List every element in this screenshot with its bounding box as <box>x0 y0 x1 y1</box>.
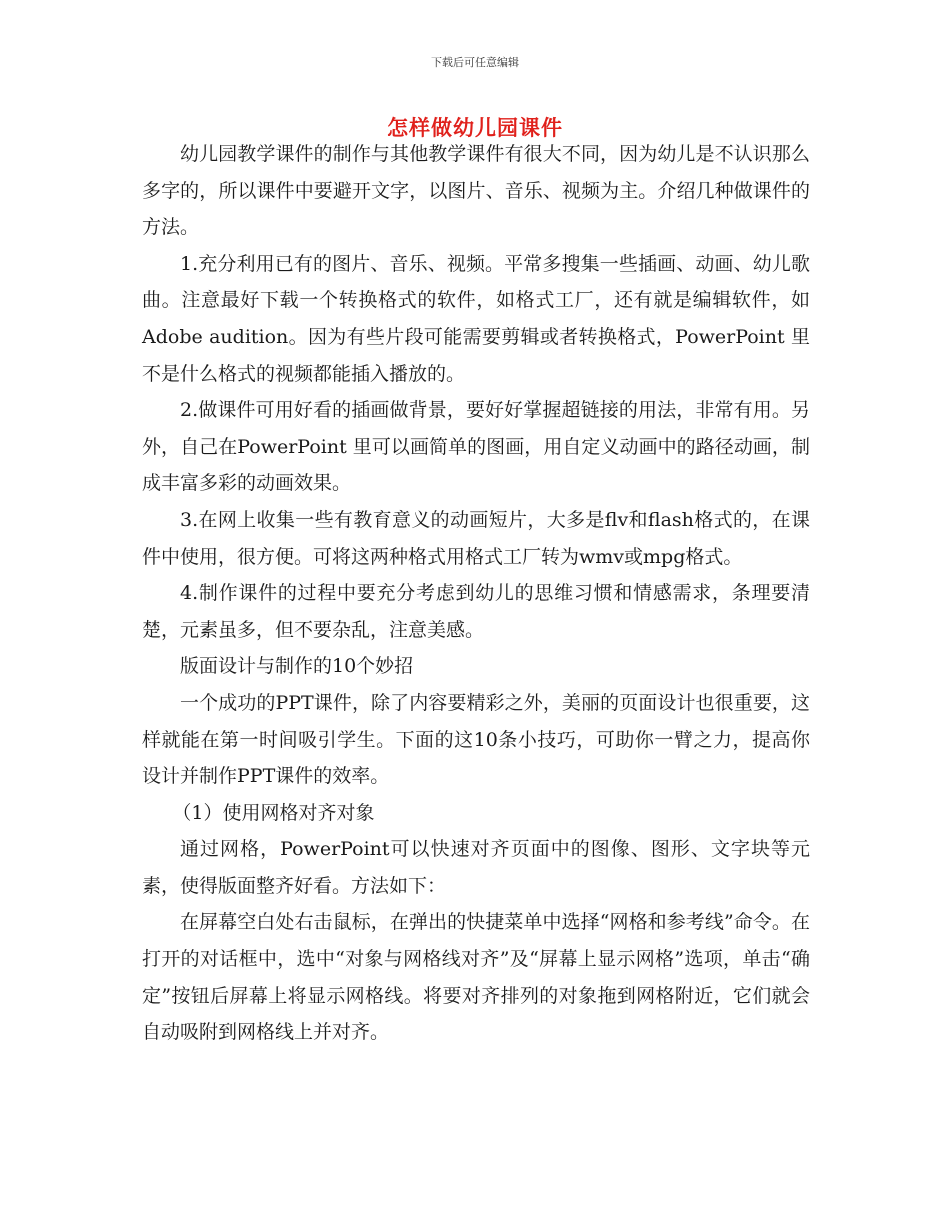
document-title: 怎样做幼儿园课件 <box>387 116 563 140</box>
paragraph: 幼儿园教学课件的制作与其他教学课件有很大不同，因为幼儿是不认识那么多字的，所以课件中要避开文字，以图片、音乐、视频为主。介绍几种做课件的方法。 <box>142 143 810 239</box>
page-header: 下载后可任意编辑 <box>431 56 519 69</box>
paragraph: 2.做课件可用好看的插画做背景，要好好掌握超链接的用法，非常有用。另外，自己在PowerPoint 里可以画简单的图画，用自定义动画中的路径动画，制成丰富多彩的动画效果。 <box>142 399 810 495</box>
paragraph: 4.制作课件的过程中要充分考虑到幼儿的思维习惯和情感需求，条理要清楚，元素虽多，但不要杂乱，注意美感。 <box>142 582 810 641</box>
paragraph: 3.在网上收集一些有教育意义的动画短片，大多是flv和flash格式的，在课件中使用，很方便。可将这两种格式用格式工厂转为wmv或mpg格式。 <box>142 508 810 568</box>
paragraph: 在屏幕空白处右击鼠标，在弹出的快捷菜单中选择“网格和参考线”命令。在打开的对话框中，选中“对象与网格线对齐”及“屏幕上显示网格”选项，单击“确定”按钮后屏幕上将显示网格线。将要对齐排列的对象拖到网格附近，它们就会自动吸附到网格线上并对齐。 <box>142 911 810 1044</box>
paragraph: 通过网格，PowerPoint可以快速对齐页面中的图像、图形、文字块等元素，使得版面整齐好看。方法如下： <box>142 838 810 897</box>
document-body <box>142 136 810 1051</box>
paragraph: 一个成功的PPT课件，除了内容要精彩之外，美丽的页面设计也很重要，这样就能在第一时间吸引学生。下面的这10条小技巧，可助你一臂之力，提高你设计并制作PPT课件的效率。 <box>142 691 810 788</box>
subsection-heading: （1）使用网格对齐对象 <box>172 801 375 824</box>
section-heading: 版面设计与制作的10个妙招 <box>180 655 414 678</box>
paragraph: 1.充分利用已有的图片、音乐、视频。平常多搜集一些插画、动画、幼儿歌曲。注意最好下载一个转换格式的软件，如格式工厂，还有就是编辑软件，如Adobe audition。因为有些片段可能需要剪辑或者转换格式，PowerPoint 里不是什么格式的视频都能插入播放的。 <box>142 252 810 385</box>
